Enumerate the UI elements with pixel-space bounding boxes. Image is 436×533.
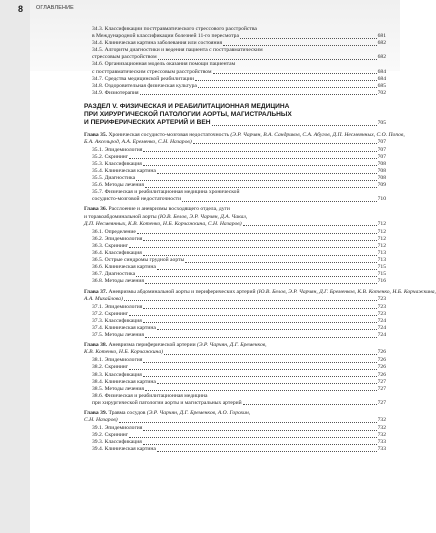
- toc-subentry[interactable]: [84, 236, 386, 243]
- page-ref: 712: [377, 220, 386, 227]
- page-ref: 707: [377, 146, 386, 153]
- page-ref: 708: [377, 175, 386, 182]
- chapter-subsections: [84, 304, 386, 339]
- entry-row: [92, 175, 386, 182]
- chapter-entry[interactable]: [84, 131, 405, 146]
- page-ref: 712: [377, 235, 386, 242]
- dot-leader: [143, 151, 376, 152]
- dot-leader: [243, 225, 377, 226]
- toc-subentry[interactable]: [84, 271, 386, 278]
- page-ref: 724: [377, 317, 386, 324]
- chapter-authors: (Э.Р. Чарчян, В.А. Сандриков, С.А. Абугов, Д.П. Несмеянных, С.О. Попов,: [230, 131, 405, 138]
- page-ref: 726: [377, 349, 386, 356]
- chapter-authors: (Э.Р. Чарчян, Д.Г. Бременков,: [196, 342, 267, 349]
- entry-text: 37.3. Классификация: [92, 317, 142, 324]
- chapter-authors: (Э.Р. Чарчян, Д.Г. Бременков, А.О. Горохин,: [146, 410, 251, 417]
- entry-row: [92, 168, 386, 175]
- entry-row: [92, 40, 386, 47]
- dot-leader: [143, 444, 377, 445]
- entry-text: 39.4. Клиническая картина: [92, 446, 156, 453]
- dot-leader: [195, 80, 377, 81]
- toc-subentry[interactable]: [84, 168, 386, 175]
- page-ref: 681: [377, 33, 386, 40]
- dot-leader: [158, 59, 377, 60]
- toc-subentry[interactable]: [84, 318, 386, 325]
- dot-leader: [143, 362, 376, 363]
- dot-leader: [157, 173, 377, 174]
- entry-text: 34.5. Алгоритм диагностики и ведения пациента с посттравматическим: [92, 47, 263, 54]
- chapter-line: [84, 410, 386, 417]
- dot-leader: [157, 329, 377, 330]
- running-title: ОГЛАВЛЕНИЕ: [36, 5, 74, 11]
- page-ref: 732: [377, 417, 386, 424]
- toc-entry[interactable]: [84, 40, 386, 47]
- chapter-label: Глава 36.: [84, 206, 109, 213]
- dot-leader: [129, 437, 377, 438]
- page-header: [0, 0, 400, 20]
- toc-entry[interactable]: [84, 90, 386, 97]
- chapter-title: Хроническая сосудисто-мозговая недостаточность: [108, 131, 231, 138]
- toc-subentry[interactable]: [84, 439, 386, 446]
- chapter-text: [84, 221, 242, 228]
- entry-row: [92, 439, 386, 446]
- dot-leader: [143, 308, 376, 309]
- page-ref: 726: [377, 371, 386, 378]
- dot-leader: [164, 354, 377, 355]
- chapter-title: Расслоение и аневризмы восходящего отдела, дуги: [108, 206, 230, 213]
- chapter-text: [84, 417, 118, 424]
- dot-leader: [143, 255, 377, 256]
- entry-row: [92, 446, 386, 453]
- page-ref: 733: [377, 446, 386, 453]
- toc-subentry[interactable]: [84, 364, 386, 371]
- entry-row: [92, 325, 386, 332]
- chapter-authors: (Ю.В. Белов, Э.Р. Чарчян, Д.А. Чакал,: [157, 213, 248, 220]
- dot-leader: [198, 87, 377, 88]
- chapter-authors: (Ю.В. Белов, Э.Р. Чарчян, Д.Г. Бременков, К.В. Котенко, Н.Б. Корчажкина,: [256, 288, 436, 295]
- page-ref: 723: [377, 295, 386, 302]
- entry-text: 38.2. Скрининг: [92, 364, 129, 371]
- dot-leader: [157, 269, 377, 270]
- entry-text: 37.4. Клиническая картина: [92, 324, 156, 331]
- chapter-subsections: [84, 357, 386, 407]
- entry-text: 38.5. Методы лечения: [92, 385, 144, 392]
- toc-subentry[interactable]: [84, 357, 386, 364]
- entry-row: [92, 229, 386, 236]
- page-ref: 708: [377, 168, 386, 175]
- entry-row: [92, 318, 386, 325]
- entry-text: 36.1. Определение: [92, 228, 136, 235]
- toc-subentry[interactable]: [84, 229, 386, 236]
- entry-row: [92, 54, 386, 61]
- section-heading[interactable]: [84, 103, 386, 128]
- dot-leader: [129, 369, 377, 370]
- entry-text: 37.5. Методы лечения: [92, 332, 144, 339]
- page-ref: 713: [377, 250, 386, 257]
- toc-entry[interactable]: [84, 47, 386, 61]
- entry-text: 35.4. Клиническая картина: [92, 168, 156, 175]
- page-ref: 715: [377, 264, 386, 271]
- margin-strip: [0, 0, 30, 533]
- entry-text: 39.3. Классификация: [92, 439, 142, 446]
- toc-subentry[interactable]: [84, 386, 386, 393]
- entry-row: [92, 379, 386, 386]
- chapter-text: [84, 342, 267, 348]
- entry-text: 35.5. Диагностика: [92, 175, 136, 182]
- page-ref: 707: [377, 138, 386, 145]
- chapter-title: и торакоабдоминальной аорты: [84, 213, 158, 220]
- page-ref: 723: [377, 310, 386, 317]
- toc-subentry[interactable]: [84, 379, 386, 386]
- chapter-authors: Д.П. Несмеянных, К.В. Котенко, Н.Б. Корчажкина, С.Н. Назаров): [84, 220, 242, 227]
- entry-row: [92, 304, 386, 311]
- page-ref: 702: [377, 89, 386, 96]
- toc-subentry[interactable]: [84, 154, 386, 161]
- entry-text: 35.1. Эпидемиология: [92, 146, 143, 153]
- entry-row: [92, 69, 386, 76]
- chapter-entry[interactable]: [84, 206, 386, 227]
- chapter-title: Аневризма периферической артерии: [108, 342, 197, 349]
- toc-subentry[interactable]: [84, 372, 386, 379]
- page-ref: 724: [377, 324, 386, 331]
- page-ref: 724: [377, 332, 386, 339]
- entry-row: [92, 257, 386, 264]
- toc-subentry[interactable]: [84, 147, 386, 154]
- dot-leader: [213, 73, 377, 74]
- toc-subentry[interactable]: [84, 257, 386, 264]
- chapter-text: [84, 349, 163, 356]
- entry-text: 36.3. Скрининг: [92, 242, 129, 249]
- entry-text: 37.2. Скрининг: [92, 310, 129, 317]
- chapter-line: [84, 417, 386, 424]
- entry-text: 34.4. Клиническая картина заболевания или состояния: [92, 40, 223, 47]
- page-ref: 727: [377, 378, 386, 385]
- entry-text: стрессовым расстройством: [92, 54, 157, 61]
- dot-leader: [140, 94, 377, 95]
- chapter-text: [84, 296, 123, 303]
- entry-row: [92, 357, 386, 364]
- table-of-contents: [84, 26, 436, 455]
- toc-subentry[interactable]: [84, 175, 386, 182]
- entry-row: [92, 196, 386, 203]
- entry-text: 36.2. Эпидемиология: [92, 235, 143, 242]
- page-ref: 705: [377, 120, 386, 127]
- entry-text: при хирургической патологии аорты и магистральных артерий: [92, 399, 242, 406]
- entry-text: 39.2. Скрининг: [92, 432, 129, 439]
- dot-leader: [243, 404, 377, 405]
- entry-text: с посттравматическим стрессовым расстройством: [92, 68, 212, 75]
- chapter-text: [84, 214, 247, 220]
- page-ref: 727: [377, 385, 386, 392]
- dot-leader: [143, 430, 376, 431]
- page-ref: 682: [377, 40, 386, 47]
- dot-leader: [145, 283, 377, 284]
- chapter-label: Глава 39.: [84, 410, 109, 417]
- chapter-text: [84, 206, 230, 212]
- entry-text: 38.3. Классификация: [92, 371, 142, 378]
- dot-leader: [124, 300, 377, 301]
- section-heading-text: И ПЕРИФЕРИЧЕСКИХ АРТЕРИЙ И ВЕН: [84, 119, 211, 127]
- toc-subentry[interactable]: [84, 446, 386, 453]
- page-ref: 709: [377, 182, 386, 189]
- dot-leader: [212, 125, 377, 126]
- page-ref: 684: [377, 75, 386, 82]
- chapter-text: [84, 139, 192, 146]
- chapter-label: Глава 35.: [84, 131, 109, 138]
- chapter-authors: С.Н. Назаров): [84, 417, 118, 424]
- page-ref: 712: [377, 228, 386, 235]
- entry-row: [92, 76, 386, 83]
- entry-text: 35.3. Классификация: [92, 160, 142, 167]
- entry-row: [92, 386, 386, 393]
- page-ref: 710: [377, 196, 386, 203]
- toc-subentry[interactable]: [84, 264, 386, 271]
- entry-text: 38.6. Физическая и реабилитационная медицина: [92, 392, 208, 399]
- dot-leader: [157, 451, 377, 452]
- entry-row: [92, 154, 386, 161]
- chapter-line: [84, 214, 386, 221]
- entry-text: 35.6. Методы лечения: [92, 182, 144, 189]
- chapter-title: Травма сосудов: [108, 410, 147, 417]
- entry-text: 35.7. Физическая и реабилитационная медицина хронической: [92, 189, 240, 196]
- chapter-authors: А.А. Михайлова): [84, 295, 123, 302]
- entry-text: сосудисто-мозговой недостаточности: [92, 196, 182, 203]
- toc-entry[interactable]: [84, 83, 386, 90]
- entry-text: 37.1. Эпидемиология: [92, 303, 143, 310]
- entry-text: 39.1. Эпидемиология: [92, 425, 143, 432]
- chapter-entry[interactable]: [84, 410, 386, 424]
- entry-text: 35.2. Скрининг: [92, 153, 129, 160]
- page-ref: 726: [377, 357, 386, 364]
- dot-leader: [119, 422, 377, 423]
- chapter-line: [84, 221, 386, 228]
- page-ref: 708: [377, 160, 386, 167]
- chapter-label: Глава 38.: [84, 342, 109, 349]
- toc-subentry[interactable]: [84, 393, 386, 407]
- entry-row: [92, 83, 386, 90]
- dot-leader: [136, 276, 376, 277]
- page-ref: 732: [377, 432, 386, 439]
- dot-leader: [223, 45, 377, 46]
- entry-text: 36.5. Острые синдромы грудной аорты: [92, 257, 185, 264]
- entry-text: 34.7. Средства медицинской реабилитации: [92, 75, 195, 82]
- entry-row: [92, 264, 386, 271]
- dot-leader: [143, 165, 377, 166]
- entry-row: [92, 271, 386, 278]
- chapter-line: [84, 131, 405, 139]
- entry-row: [92, 400, 386, 407]
- entry-text: 34.8. Оздоровительная физическая культура: [92, 82, 197, 89]
- page-ref: 707: [377, 153, 386, 160]
- toc-subentry[interactable]: [84, 189, 386, 203]
- section-heading-line: РАЗДЕЛ V. ФИЗИЧЕСКАЯ И РЕАБИЛИТАЦИОННАЯ МЕДИЦИНА: [84, 102, 290, 110]
- dot-leader: [129, 315, 377, 316]
- toc-subentry[interactable]: [84, 325, 386, 332]
- page-ref: 685: [377, 82, 386, 89]
- entry-row: [92, 372, 386, 379]
- entry-text: 36.8. Методы лечения: [92, 278, 144, 285]
- entry-text: 34.3. Классификации посттравматического стрессового расстройства: [92, 26, 257, 32]
- entry-row: [92, 147, 386, 154]
- entry-text: 38.1. Эпидемиология: [92, 357, 143, 364]
- entry-text: 36.6. Клиническая картина: [92, 264, 156, 271]
- entry-row: [92, 161, 386, 168]
- chapter-line: [84, 206, 386, 213]
- chapter-line: [84, 288, 436, 296]
- chapter-entry[interactable]: [84, 288, 436, 303]
- toc-entry[interactable]: [84, 61, 386, 75]
- dot-leader: [143, 322, 377, 323]
- chapter-line: [84, 139, 386, 146]
- toc-entry[interactable]: [84, 76, 386, 83]
- page-ref: 682: [377, 54, 386, 61]
- page-ref: 684: [377, 68, 386, 75]
- entry-text: 36.7. Диагностика: [92, 271, 136, 278]
- dot-leader: [129, 158, 377, 159]
- entry-text: 34.6. Организационная модель оказания помощи пациентам: [92, 61, 236, 68]
- toc-subentry[interactable]: [84, 311, 386, 318]
- chapter-label: Глава 37.: [84, 288, 109, 295]
- dot-leader: [185, 262, 376, 263]
- chapter-text: [84, 132, 405, 138]
- entry-row: [92, 90, 386, 97]
- section-heading-line: [84, 119, 386, 127]
- section-heading-line: ПРИ ХИРУРГИЧЕСКОЙ ПАТОЛОГИИ АОРТЫ, МАГИСТРАЛЬНЫХ: [84, 111, 292, 119]
- entry-text: 38.4. Клиническая картина: [92, 378, 156, 385]
- page-ref: 733: [377, 439, 386, 446]
- entry-row: [92, 243, 386, 250]
- dot-leader: [145, 187, 377, 188]
- page-ref: 716: [377, 278, 386, 285]
- chapter-title: Аневризмы абдоминальной аорты и периферических артерий: [108, 288, 257, 295]
- toc-entry[interactable]: [84, 26, 386, 40]
- toc-subentry[interactable]: [84, 243, 386, 250]
- toc-subentry[interactable]: [84, 425, 386, 432]
- entry-row: [92, 332, 386, 339]
- entry-row: [92, 311, 386, 318]
- page-ref: 715: [377, 271, 386, 278]
- page-ref: 712: [377, 242, 386, 249]
- dot-leader: [182, 201, 376, 202]
- chapter-authors: Б.А. Аксельрод, А.А. Еременко, С.Н. Назаров): [84, 138, 192, 145]
- chapter-line: [84, 349, 386, 356]
- chapter-line: [84, 296, 386, 303]
- page-ref: 713: [377, 257, 386, 264]
- dot-leader: [145, 390, 377, 391]
- dot-leader: [240, 38, 377, 39]
- entry-text: в Международной классификации болезней 11-го пересмотра: [92, 33, 239, 40]
- page-number: 8: [18, 4, 24, 14]
- chapter-subsections: [84, 425, 386, 453]
- entry-row: [92, 425, 386, 432]
- page-ref: 732: [377, 425, 386, 432]
- entry-row: [92, 364, 386, 371]
- page-ref: 727: [377, 399, 386, 406]
- dot-leader: [129, 247, 377, 248]
- entry-text: 36.4. Классификация: [92, 250, 142, 257]
- dot-leader: [143, 376, 377, 377]
- chapter-text: [84, 289, 436, 295]
- toc-subentry[interactable]: [84, 304, 386, 311]
- entry-text: 34.9. Физиотерапия: [92, 89, 139, 96]
- chapter-subsections: [84, 147, 386, 204]
- entry-row: [92, 278, 386, 285]
- chapter-text: [84, 410, 250, 416]
- toc-subentry[interactable]: [84, 278, 386, 285]
- page-ref: 723: [377, 303, 386, 310]
- dot-leader: [157, 383, 377, 384]
- toc-subentry[interactable]: [84, 332, 386, 339]
- chapter-entry[interactable]: [84, 342, 386, 356]
- dot-leader: [143, 240, 376, 241]
- dot-leader: [193, 143, 377, 144]
- toc-subentry[interactable]: [84, 161, 386, 168]
- entry-row: [92, 236, 386, 243]
- dot-leader: [137, 233, 377, 234]
- page-ref: 726: [377, 364, 386, 371]
- chapter-authors: К.В. Котенко, Н.Б. Корчажкина): [84, 349, 163, 356]
- dot-leader: [136, 180, 376, 181]
- chapter-subsections: [84, 229, 386, 286]
- dot-leader: [145, 337, 377, 338]
